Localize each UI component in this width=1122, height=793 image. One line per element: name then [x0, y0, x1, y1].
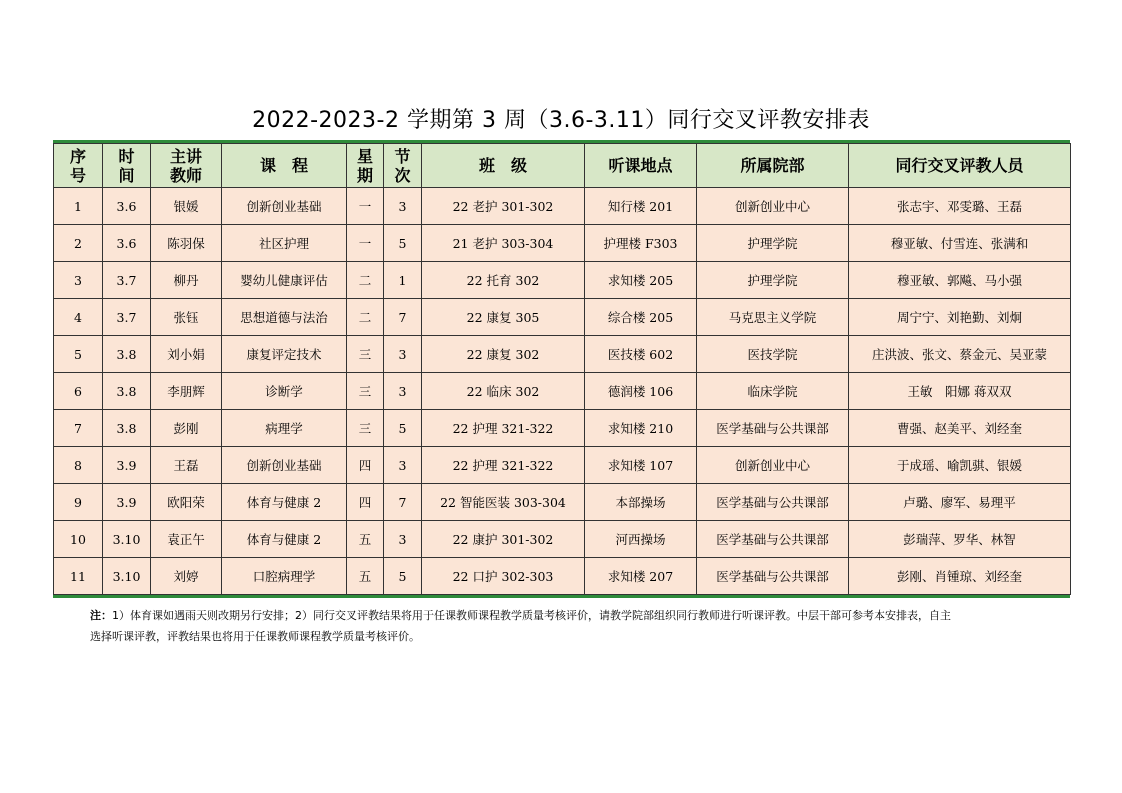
cell-location: 综合楼 205 [585, 299, 697, 336]
cell-class: 22 托育 302 [422, 262, 585, 299]
cell-department: 医学基础与公共课部 [697, 521, 849, 558]
table-row [54, 336, 1071, 373]
cell-evaluators: 于成瑶、喻凯骐、银媛 [849, 447, 1071, 484]
footnote-label: 注： [90, 609, 112, 622]
cell-index: 11 [54, 558, 103, 595]
cell-index: 8 [54, 447, 103, 484]
cell-teacher: 刘小娟 [151, 336, 222, 373]
cell-department: 马克思主义学院 [697, 299, 849, 336]
cell-evaluators: 彭瑞萍、罗华、林智 [849, 521, 1071, 558]
cell-class: 22 康护 301-302 [422, 521, 585, 558]
column-header-line-2: 号 [69, 165, 86, 185]
cell-period: 3 [384, 336, 422, 373]
cell-period: 7 [384, 484, 422, 521]
cell-teacher: 彭刚 [151, 410, 222, 447]
cell-date: 3.6 [103, 225, 151, 262]
cell-location: 求知楼 210 [585, 410, 697, 447]
column-header [585, 144, 697, 188]
header-row [54, 144, 1071, 188]
cell-date: 3.9 [103, 447, 151, 484]
page-title: 2022-2023-2 学期第 3 周（3.6-3.11）同行交叉评教安排表 [252, 108, 870, 133]
cell-evaluators: 彭刚、肖锺琼、刘经奎 [849, 558, 1071, 595]
cell-location: 护理楼 F303 [585, 225, 697, 262]
cell-evaluators: 穆亚敏、付雪连、张满和 [849, 225, 1071, 262]
column-header-line-2: 间 [118, 165, 135, 185]
column-header-line-1: 时 [118, 146, 135, 166]
cell-teacher: 王磊 [151, 447, 222, 484]
table-row [54, 262, 1071, 299]
cell-department: 创新创业中心 [697, 447, 849, 484]
cell-course: 口腔病理学 [222, 558, 347, 595]
cell-date: 3.8 [103, 373, 151, 410]
table-row [54, 299, 1071, 336]
column-header-line-1: 课 程 [259, 156, 308, 175]
cell-teacher: 银媛 [151, 188, 222, 225]
cell-date: 3.10 [103, 521, 151, 558]
cell-class: 21 老护 303-304 [422, 225, 585, 262]
cell-teacher: 欧阳荣 [151, 484, 222, 521]
cell-index: 2 [54, 225, 103, 262]
cell-location: 求知楼 107 [585, 447, 697, 484]
cell-index: 1 [54, 188, 103, 225]
cell-class: 22 智能医装 303-304 [422, 484, 585, 521]
cell-period: 3 [384, 188, 422, 225]
cell-course: 体育与健康 2 [222, 484, 347, 521]
cell-index: 4 [54, 299, 103, 336]
cell-index: 9 [54, 484, 103, 521]
cell-weekday: 一 [347, 225, 384, 262]
cell-course: 康复评定技术 [222, 336, 347, 373]
table-row [54, 558, 1071, 595]
column-header-line-1: 所属院部 [740, 156, 805, 175]
column-header [103, 144, 151, 188]
cell-date: 3.6 [103, 188, 151, 225]
cell-class: 22 临床 302 [422, 373, 585, 410]
column-header [849, 144, 1071, 188]
cell-location: 知行楼 201 [585, 188, 697, 225]
cell-department: 医学基础与公共课部 [697, 410, 849, 447]
cell-weekday: 五 [347, 521, 384, 558]
cell-weekday: 二 [347, 262, 384, 299]
cell-location: 河西操场 [585, 521, 697, 558]
cell-teacher: 陈羽保 [151, 225, 222, 262]
cell-department: 医学基础与公共课部 [697, 558, 849, 595]
table-row [54, 373, 1071, 410]
column-header [697, 144, 849, 188]
column-header [222, 144, 347, 188]
column-header-line-2: 期 [356, 165, 373, 185]
cell-course: 体育与健康 2 [222, 521, 347, 558]
cell-period: 5 [384, 225, 422, 262]
cell-period: 3 [384, 521, 422, 558]
cell-weekday: 一 [347, 188, 384, 225]
cell-class: 22 护理 321-322 [422, 447, 585, 484]
cell-date: 3.8 [103, 336, 151, 373]
column-header-line-2: 教师 [169, 165, 202, 185]
cell-teacher: 李朋辉 [151, 373, 222, 410]
cell-weekday: 四 [347, 447, 384, 484]
cell-evaluators: 张志宇、邓雯璐、王磊 [849, 188, 1071, 225]
cell-weekday: 三 [347, 336, 384, 373]
cell-class: 22 康复 302 [422, 336, 585, 373]
cell-course: 创新创业基础 [222, 188, 347, 225]
cell-weekday: 四 [347, 484, 384, 521]
cell-index: 6 [54, 373, 103, 410]
cell-location: 求知楼 205 [585, 262, 697, 299]
cell-evaluators: 卢璐、廖军、易理平 [849, 484, 1071, 521]
schedule-table-container [53, 140, 1070, 598]
cell-date: 3.7 [103, 299, 151, 336]
cell-class: 22 康复 305 [422, 299, 585, 336]
cell-class: 22 护理 321-322 [422, 410, 585, 447]
column-header-line-1: 序 [69, 146, 86, 166]
cell-class: 22 老护 301-302 [422, 188, 585, 225]
cell-department: 医学基础与公共课部 [697, 484, 849, 521]
cell-weekday: 三 [347, 373, 384, 410]
cell-location: 本部操场 [585, 484, 697, 521]
cell-department: 护理学院 [697, 262, 849, 299]
footnote [90, 605, 1030, 647]
column-header-line-1: 同行交叉评教人员 [895, 156, 1024, 175]
cell-evaluators: 庄洪波、张文、蔡金元、吴亚蒙 [849, 336, 1071, 373]
table-row [54, 225, 1071, 262]
cell-weekday: 二 [347, 299, 384, 336]
cell-date: 3.10 [103, 558, 151, 595]
schedule-table [53, 143, 1071, 595]
column-header-line-1: 班 级 [478, 156, 527, 175]
column-header [151, 144, 222, 188]
table-row [54, 521, 1071, 558]
cell-teacher: 张钰 [151, 299, 222, 336]
footnote-line-1: 1）体育课如遇雨天则改期另行安排；2）同行交叉评教结果将用于任课教师课程教学质量考核评价，请教学院部组织同行教师进行听课评教。中层干部可参考本安排表，自主 [112, 609, 951, 622]
column-header [384, 144, 422, 188]
cell-course: 社区护理 [222, 225, 347, 262]
table-row [54, 410, 1071, 447]
cell-index: 5 [54, 336, 103, 373]
column-header-line-1: 主讲 [169, 146, 202, 166]
cell-course: 病理学 [222, 410, 347, 447]
column-header-line-1: 节 [394, 146, 411, 166]
cell-department: 医技学院 [697, 336, 849, 373]
cell-period: 5 [384, 410, 422, 447]
cell-teacher: 柳丹 [151, 262, 222, 299]
table-row [54, 447, 1071, 484]
cell-weekday: 三 [347, 410, 384, 447]
cell-evaluators: 穆亚敏、郭飚、马小强 [849, 262, 1071, 299]
cell-teacher: 刘婷 [151, 558, 222, 595]
cell-class: 22 口护 302-303 [422, 558, 585, 595]
cell-teacher: 袁正午 [151, 521, 222, 558]
cell-location: 德润楼 106 [585, 373, 697, 410]
cell-period: 3 [384, 373, 422, 410]
cell-evaluators: 曹强、赵美平、刘经奎 [849, 410, 1071, 447]
cell-date: 3.7 [103, 262, 151, 299]
cell-weekday: 五 [347, 558, 384, 595]
cell-evaluators: 周宁宁、刘艳勤、刘炯 [849, 299, 1071, 336]
cell-location: 医技楼 602 [585, 336, 697, 373]
cell-course: 创新创业基础 [222, 447, 347, 484]
cell-course: 思想道德与法治 [222, 299, 347, 336]
table-body [54, 188, 1071, 595]
cell-date: 3.8 [103, 410, 151, 447]
cell-date: 3.9 [103, 484, 151, 521]
column-header-line-2: 次 [394, 165, 411, 185]
cell-period: 7 [384, 299, 422, 336]
cell-period: 5 [384, 558, 422, 595]
column-header-line-1: 星 [356, 146, 373, 166]
column-header [54, 144, 103, 188]
cell-department: 创新创业中心 [697, 188, 849, 225]
column-header [347, 144, 384, 188]
cell-index: 7 [54, 410, 103, 447]
cell-period: 1 [384, 262, 422, 299]
cell-course: 诊断学 [222, 373, 347, 410]
table-row [54, 484, 1071, 521]
column-header-line-1: 听课地点 [608, 156, 673, 175]
table-row [54, 188, 1071, 225]
cell-department: 临床学院 [697, 373, 849, 410]
cell-index: 10 [54, 521, 103, 558]
cell-department: 护理学院 [697, 225, 849, 262]
column-header [422, 144, 585, 188]
cell-course: 婴幼儿健康评估 [222, 262, 347, 299]
cell-evaluators: 王敏 阳娜 蒋双双 [849, 373, 1071, 410]
footnote-line-2: 选择听课评教，评教结果也将用于任课教师课程教学质量考核评价。 [90, 630, 420, 643]
cell-period: 3 [384, 447, 422, 484]
cell-index: 3 [54, 262, 103, 299]
cell-location: 求知楼 207 [585, 558, 697, 595]
